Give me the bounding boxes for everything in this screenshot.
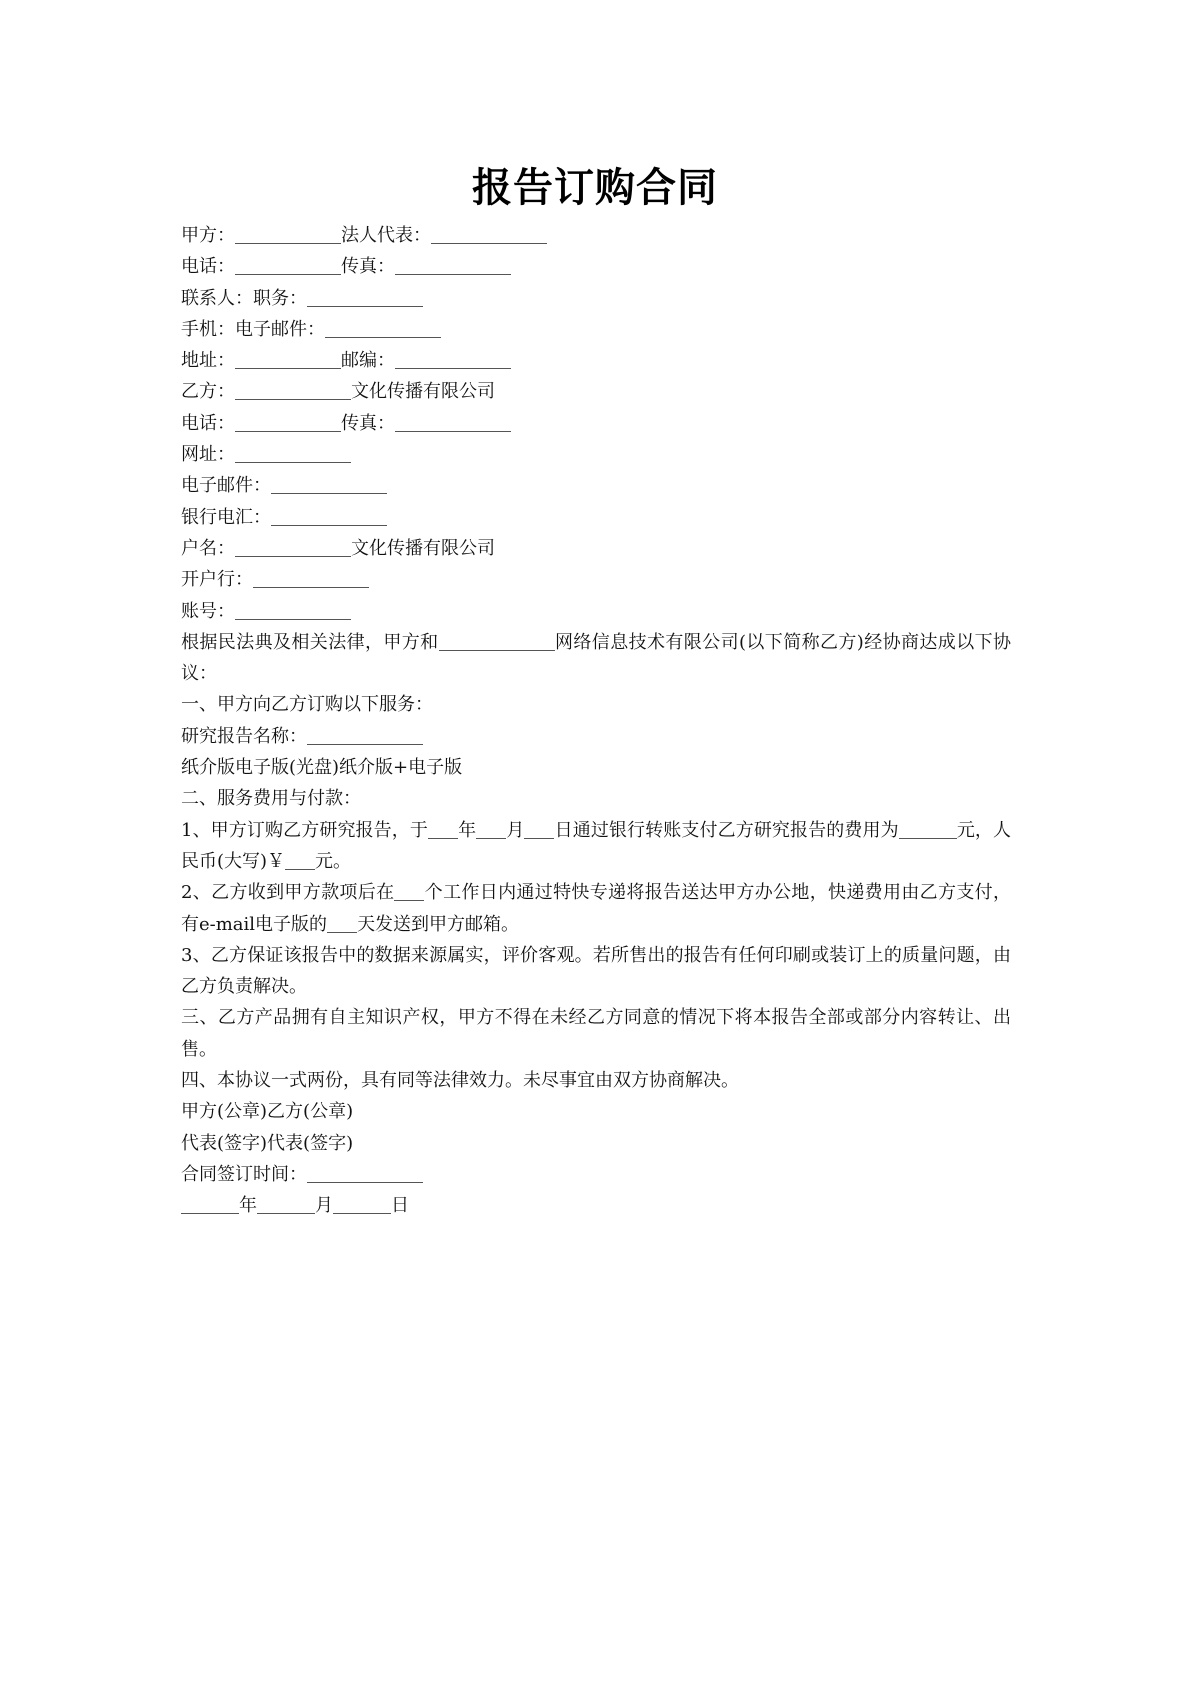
section-2-heading: 二、服务费用与付款： [181, 788, 361, 810]
clause-2-text-2: 个工作日内通过特快专递将报告送达甲方办公地，快递费用由乙方支付，有e-mail电子版的 [181, 882, 1011, 935]
party-b-fax-blank [395, 409, 511, 432]
party-b-email-line [181, 470, 1011, 501]
preamble-paragraph [181, 627, 1011, 690]
section-4-line: 四、本协议一式两份，具有同等法律效力。未尽事宜由双方协商解决。 [181, 1070, 739, 1092]
bank-wire-blank [271, 503, 387, 526]
report-name-line [181, 721, 1011, 752]
email-days-blank [327, 910, 357, 933]
mobile-email-blank [325, 315, 441, 338]
postcode-blank [395, 346, 511, 369]
sign-day-blank [333, 1191, 391, 1214]
party-a-fax-label: 传真： [341, 256, 395, 278]
format-options-line: 纸介版电子版(光盘)纸介版+电子版 [181, 757, 463, 779]
account-name-suffix: 文化传播有限公司 [351, 537, 495, 559]
clause-3-paragraph: 3、乙方保证该报告中的数据来源属实，评价客观。若所售出的报告有任何印刷或装订上的质量问题，由乙方负责解决。 [181, 944, 1011, 998]
sign-month-label: 月 [315, 1195, 333, 1217]
postcode-label: 邮编： [341, 350, 395, 372]
party-a-mobile-line [181, 314, 1011, 345]
clause-1-text-2: 日通过银行转账支付乙方研究报告的费用为 [554, 819, 899, 841]
sign-day-label: 日 [391, 1195, 409, 1217]
payment-year-blank [428, 816, 458, 839]
sign-date-label: 合同签订时间： [181, 1163, 307, 1185]
report-name-blank [307, 722, 423, 745]
sign-ymd-line [181, 1190, 1011, 1221]
mobile-email-label: 手机：电子邮件： [181, 318, 325, 340]
bank-wire-label: 银行电汇： [181, 506, 271, 528]
party-b-name-line [181, 376, 1011, 407]
account-no-blank [235, 597, 351, 620]
preamble-text-1: 根据民法典及相关法律，甲方和 [181, 631, 439, 653]
party-b-bank-wire-line [181, 502, 1011, 533]
party-b-bank-line [181, 564, 1011, 595]
sign-date-blank [307, 1160, 423, 1183]
clause-2-text-3: 天发送到甲方邮箱。 [357, 913, 520, 935]
payment-day-blank [524, 816, 554, 839]
sign-month-blank [257, 1191, 315, 1214]
clause-1-paragraph [181, 815, 1011, 878]
party-a-phone-blank [235, 252, 341, 275]
preamble-company-blank [439, 628, 555, 651]
bank-blank [253, 565, 369, 588]
preamble-text-2: 网络信息技术有限公司(以下简称乙方)经协商达成以下协议： [181, 631, 1012, 685]
party-b-account-no-line [181, 596, 1011, 627]
website-label: 网址： [181, 444, 235, 466]
address-blank [235, 346, 341, 369]
document-body [181, 220, 1011, 1222]
account-name-label: 户名： [181, 537, 235, 559]
party-a-address-line [181, 345, 1011, 376]
clause-2-paragraph [181, 877, 1011, 940]
sign-date-line [181, 1159, 1011, 1190]
account-no-label: 账号： [181, 600, 235, 622]
sign-year-blank [181, 1191, 239, 1214]
party-b-phone-blank [235, 409, 341, 432]
party-b-email-blank [271, 471, 387, 494]
party-b-account-name-line [181, 533, 1011, 564]
clause-1-text-4: 元。 [315, 850, 352, 872]
contact-label: 联系人：职务： [181, 287, 307, 309]
section-1-heading: 一、甲方向乙方订购以下服务： [181, 694, 433, 716]
payment-amount-words-blank [285, 847, 315, 870]
bank-label: 开户行： [181, 569, 253, 591]
party-b-phone-line [181, 408, 1011, 439]
party-a-name-line [181, 220, 1011, 251]
sign-line: 代表(签字)代表(签字) [181, 1132, 354, 1154]
contact-blank [307, 284, 423, 307]
document-title: 报告订购合同 [472, 165, 718, 211]
payment-amount-blank [899, 816, 957, 839]
payment-month-blank [476, 816, 506, 839]
legal-rep-blank [431, 221, 547, 244]
party-a-contact-line [181, 283, 1011, 314]
report-name-label: 研究报告名称： [181, 725, 307, 747]
party-b-fax-label: 传真： [341, 412, 395, 434]
clause-1-year: 年 [458, 819, 477, 841]
party-a-phone-line [181, 251, 1011, 282]
party-a-name-blank [235, 221, 341, 244]
party-b-name-label: 乙方： [181, 381, 235, 403]
address-label: 地址： [181, 350, 235, 372]
party-b-website-line [181, 439, 1011, 470]
party-a-name-label: 甲方： [181, 225, 235, 246]
legal-rep-label: 法人代表： [341, 225, 431, 246]
sign-year-label: 年 [239, 1195, 257, 1217]
clause-1-text-3: 元，人民币(大写)￥ [181, 819, 1012, 872]
account-name-blank [235, 534, 351, 557]
party-b-name-suffix: 文化传播有限公司 [351, 381, 495, 403]
party-b-phone-label: 电话： [181, 412, 235, 434]
seal-line: 甲方(公章)乙方(公章) [181, 1101, 354, 1123]
clause-1-text-1: 1、甲方订购乙方研究报告，于 [181, 819, 429, 841]
party-b-name-blank [235, 377, 351, 400]
website-blank [235, 440, 351, 463]
party-a-phone-label: 电话： [181, 256, 235, 278]
party-b-email-label: 电子邮件： [181, 475, 271, 497]
section-3-paragraph: 三、乙方产品拥有自主知识产权，甲方不得在未经乙方同意的情况下将本报告全部或部分内容转让、出售。 [181, 1007, 1011, 1060]
party-a-fax-blank [395, 252, 511, 275]
delivery-days-blank [394, 878, 424, 901]
clause-1-month: 月 [506, 819, 525, 841]
clause-2-text-1: 2、乙方收到甲方款项后在 [181, 882, 395, 904]
